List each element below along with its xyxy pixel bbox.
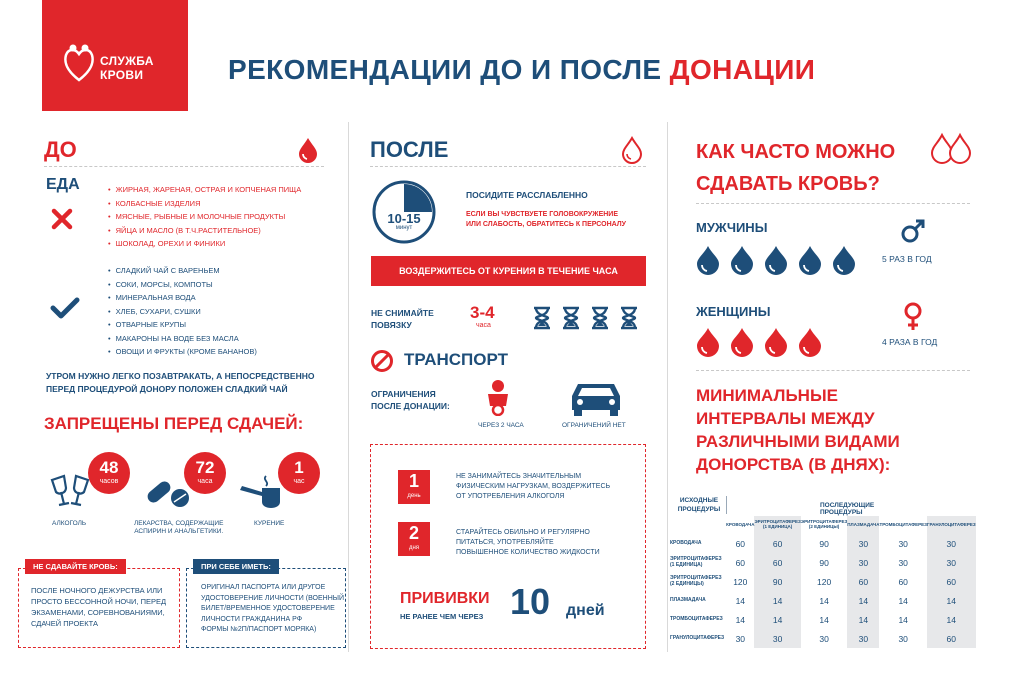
- smoking-badge: [278, 452, 320, 494]
- table-cell: 14: [927, 610, 976, 629]
- heart-drop-logo-icon: [62, 42, 96, 82]
- bandage-hours: 3-4: [470, 303, 495, 322]
- column-divider: [667, 122, 668, 652]
- table-cell: 14: [754, 610, 800, 629]
- table-divider: [726, 496, 727, 514]
- table-cell: 60: [735, 557, 746, 568]
- text-line: ФОРМЫ №2П/ПАСПОРТ МОРЯКА): [201, 626, 317, 633]
- badge-number: 48: [99, 458, 119, 477]
- table-cell: 30: [819, 633, 829, 644]
- transport-heading: ТРАНСПОРТ: [404, 350, 509, 369]
- blood-drop-outline-icon: [618, 136, 646, 164]
- bandage-line: НЕ СНИМАЙТЕ: [371, 308, 434, 318]
- table-header-cell: ГРАНУЛОЦИТАФЕРЕЗ: [927, 516, 976, 534]
- before-heading: ДО: [44, 137, 77, 162]
- label-line: АСПИРИН И АНАЛЬГЕТИКИ.: [134, 528, 224, 536]
- bandage-unit: часа: [476, 322, 491, 329]
- table-cell: 30: [927, 553, 976, 572]
- table-header-corner: [670, 516, 726, 534]
- men-text: 5 РАЗ В ГОД: [882, 254, 932, 264]
- column-divider: [348, 122, 349, 652]
- intervals-table: [670, 516, 976, 648]
- alcohol-badge: [88, 452, 130, 494]
- heading-line: ДОНОРСТВА (В ДНЯХ):: [696, 455, 891, 474]
- table-corner: [674, 496, 724, 514]
- bring-box: [186, 562, 346, 648]
- table-row: [670, 553, 976, 572]
- cross-icon: [50, 208, 74, 230]
- title-part2: ДОНАЦИИ: [669, 54, 816, 85]
- blood-drop-icon: [697, 246, 719, 275]
- list-item: • ЯЙЦА И МАСЛО (В Т.Ч.РАСТИТЕЛЬНОЕ): [108, 224, 301, 238]
- table-cell: 60: [898, 576, 908, 587]
- table-row: [670, 629, 976, 648]
- men-drops: [694, 244, 864, 276]
- moto-caption: ЧЕРЕЗ 2 ЧАСА: [478, 422, 524, 429]
- list-item: • ОТВАРНЫЕ КРУПЫ: [108, 318, 257, 332]
- timer-value: 10-15: [387, 211, 421, 226]
- medicine-label: [134, 520, 223, 536]
- hourglass-icon: [532, 306, 552, 330]
- women-text: 4 РАЗА В ГОД: [882, 337, 938, 347]
- text-line: СДАЧЕЙ ПРОЕКТА: [31, 619, 98, 628]
- vaccine-unit: дней: [566, 602, 605, 619]
- morning-note: [46, 370, 314, 396]
- divider: [696, 203, 970, 204]
- blood-drop-icon: [294, 136, 322, 164]
- blood-drop-icon: [833, 246, 855, 275]
- allowed-foods-list: [108, 264, 257, 359]
- transport-label-line: ПОСЛЕ ДОНАЦИИ:: [371, 401, 450, 411]
- list-item: • ШОКОЛАД, ОРЕХИ И ФИНИКИ: [108, 237, 301, 251]
- list-item: • МАКАРОНЫ НА ВОДЕ БЕЗ МАСЛА: [108, 332, 257, 346]
- transport-label-line: ОГРАНИЧЕНИЯ: [371, 389, 436, 399]
- row-label: ГРАНУЛОЦИТАФЕРЕЗ: [670, 634, 725, 641]
- hourglass-icon: [590, 306, 610, 330]
- day-number: 2: [408, 523, 419, 543]
- table-row: [670, 591, 976, 610]
- men-label: МУЖЧИНЫ: [696, 220, 768, 235]
- dont-donate-text: [31, 585, 166, 629]
- table-cell: 14: [847, 591, 879, 610]
- transport-label: [371, 388, 450, 412]
- after-heading: ПОСЛЕ: [370, 137, 449, 162]
- table-cell: 120: [733, 576, 748, 587]
- blood-drop-icon: [765, 328, 787, 357]
- day-unit: дня: [408, 545, 420, 551]
- text-line: СТАРАЙТЕСЬ ОБИЛЬНО И РЕГУЛЯРНО: [456, 529, 590, 536]
- car-icon: [566, 378, 626, 418]
- women-drops: [694, 326, 864, 358]
- table-cell: 60: [927, 572, 976, 591]
- divider: [370, 166, 646, 167]
- table-cell: 14: [819, 614, 829, 625]
- male-symbol-icon: [900, 218, 926, 244]
- table-header-cell: ЭРИТРОЦИТАФЕРЕЗ (2 ЕДИНИЦЫ): [800, 519, 848, 529]
- dont-donate-title: НЕ СДАВАЙТЕ КРОВЬ:: [25, 559, 126, 574]
- day-unit: день: [407, 493, 421, 499]
- logo-line2: КРОВИ: [100, 68, 144, 82]
- row-label: КРОВОДАЧА: [670, 539, 702, 546]
- list-item: • СЛАДКИЙ ЧАЙ С ВАРЕНЬЕМ: [108, 264, 257, 278]
- checkmark-icon: [50, 296, 80, 320]
- vaccine-number: 10: [510, 581, 551, 622]
- food-heading: ЕДА: [46, 176, 80, 193]
- car-caption: ОГРАНИЧЕНИЙ НЕТ: [562, 422, 626, 429]
- table-row: [670, 572, 976, 591]
- corner-line: ИСХОДНЫЕ: [679, 497, 719, 504]
- list-item: • СОКИ, МОРСЫ, КОМПОТЫ: [108, 278, 257, 292]
- smoking-banner: ВОЗДЕРЖИТЕСЬ ОТ КУРЕНИЯ В ТЕЧЕНИЕ ЧАСА: [371, 256, 646, 286]
- label-line: ЛЕКАРСТВА, СОДЕРЖАЩИЕ: [134, 520, 224, 527]
- table-header-cell: ПЛАЗМАДАЧА: [847, 516, 879, 534]
- dizzy-line: ЕСЛИ ВЫ ЧУВСТВУЕТЕ ГОЛОВОКРУЖЕНИЕ: [466, 211, 618, 218]
- blood-drop-icon: [731, 328, 753, 357]
- hourglass-icon: [619, 306, 639, 330]
- day1-badge: [398, 470, 430, 504]
- morning-note-line: ПЕРЕД ПРОЦЕДУРОЙ ДОНОРУ ПОЛОЖЕН СЛАДКИЙ ЧАЙ: [46, 384, 288, 394]
- bring-title: ПРИ СЕБЕ ИМЕТЬ:: [193, 559, 279, 574]
- table-cell: 60: [754, 553, 800, 572]
- list-item: • ЖИРНАЯ, ЖАРЕНАЯ, ОСТРАЯ И КОПЧЕНАЯ ПИЩА: [108, 183, 301, 197]
- table-cell: 60: [847, 572, 879, 591]
- intervals-heading: [696, 384, 900, 476]
- bandage-text: [371, 307, 434, 331]
- table-cell: 120: [816, 576, 832, 587]
- table-row: [670, 610, 976, 629]
- table-cell: 30: [927, 534, 976, 553]
- blood-drop-icon: [765, 246, 787, 275]
- list-item: • МЯСНЫЕ, РЫБНЫЕ И МОЛОЧНЫЕ ПРОДУКТЫ: [108, 210, 301, 224]
- table-cell: 14: [927, 591, 976, 610]
- smoking-label: КУРЕНИЕ: [254, 520, 285, 527]
- day2-text: [456, 528, 600, 558]
- table-cell: 14: [898, 595, 908, 606]
- table-subsequent: ПОСЛЕДУЮЩИЕ ПРОЦЕДУРЫ: [820, 502, 875, 516]
- divider: [696, 370, 970, 371]
- page-title: [228, 54, 815, 86]
- table-cell: 30: [735, 633, 746, 644]
- dont-donate-box: [18, 562, 180, 648]
- table-cell: 30: [898, 557, 908, 568]
- wine-glasses-icon: [46, 470, 94, 510]
- table-cell: 14: [735, 595, 746, 606]
- dizzy-text: [466, 210, 626, 230]
- vaccine-sub: НЕ РАНЕЕ ЧЕМ ЧЕРЕЗ: [400, 612, 484, 621]
- table-cell: 30: [754, 629, 800, 648]
- day2-badge: [398, 522, 430, 556]
- table-cell: 14: [754, 591, 800, 610]
- badge-unit: часов: [99, 478, 119, 485]
- text-line: УДОСТОВЕРЕНИЕ ЛИЧНОСТИ (ВОЕННЫЙ: [201, 594, 345, 602]
- text-line: ЭКЗАМЕНАМИ, СОРЕВНОВАНИЯМИ,: [31, 608, 165, 617]
- blood-drop-icon: [799, 246, 821, 275]
- badge-unit: часа: [197, 478, 213, 485]
- table-cell: 30: [898, 538, 908, 549]
- text-line: ПИТАТЬСЯ, УПОТРЕБЛЯЙТЕ: [456, 539, 554, 546]
- heading-line: ИНТЕРВАЛЫ МЕЖДУ: [696, 409, 875, 428]
- corner-line: ПРОЦЕДУРЫ: [677, 506, 721, 513]
- table-cell: 90: [819, 557, 829, 568]
- table-cell: 60: [927, 629, 976, 648]
- text-line: ОТ УПОТРЕБЛЕНИЯ АЛКОГОЛЯ: [456, 493, 565, 500]
- dizzy-line: ИЛИ СЛАБОСТЬ, ОБРАТИТЕСЬ К ПЕРСОНАЛУ: [466, 221, 627, 228]
- text-line: НЕ ЗАНИМАЙТЕСЬ ЗНАЧИТЕЛЬНЫМ: [456, 473, 582, 480]
- text-line: БИЛЕТ/ВРЕМЕННОЕ УДОСТОВЕРЕНИЕ: [201, 605, 335, 612]
- list-item: • ОВОЩИ И ФРУКТЫ (КРОМЕ БАНАНОВ): [108, 345, 257, 359]
- heading-line: СДАВАТЬ КРОВЬ?: [696, 173, 880, 195]
- row-label: ПЛАЗМАДАЧА: [670, 596, 706, 603]
- prohibited-icon: [370, 349, 394, 373]
- table-cell: 30: [898, 633, 908, 644]
- text-line: ОРИГИНАЛ ПАСПОРТА ИЛИ ДРУГОЕ: [201, 584, 326, 591]
- day1-text: [456, 472, 610, 502]
- row-label: ЭРИТРОЦИТАФЕРЕЗ (2 ЕДИНИЦЫ): [670, 575, 722, 587]
- badge-unit: час: [293, 478, 305, 485]
- table-cell: 14: [735, 614, 746, 625]
- bandage-line: ПОВЯЗКУ: [371, 320, 412, 330]
- logo: [42, 0, 188, 111]
- blood-drop-icon: [731, 246, 753, 275]
- table-cell: 14: [898, 614, 908, 625]
- table-cell: 30: [847, 534, 879, 553]
- badge-number: 72: [195, 458, 215, 477]
- table-header-cell: ЭРИТРОЦИТАФЕРЕЗ (1 ЕДИНИЦА): [754, 516, 800, 534]
- hourglass-row: [532, 306, 639, 330]
- list-item: • МИНЕРАЛЬНАЯ ВОДА: [108, 291, 257, 305]
- prohibited-heading: ЗАПРЕЩЕНЫ ПЕРЕД СДАЧЕЙ:: [44, 414, 304, 433]
- text-line: ПОСЛЕ НОЧНОГО ДЕЖУРСТВА ИЛИ: [31, 586, 163, 595]
- morning-note-line: УТРОМ НУЖНО ЛЕГКО ПОЗАВТРАКАТЬ, А НЕПОСРЕДСТВЕННО: [46, 371, 315, 381]
- two-drops-icon: [928, 132, 974, 166]
- text-line: ПРОСТО БЕССОННОЙ НОЧИ, ПЕРЕД: [31, 597, 167, 606]
- rest-text: ПОСИДИТЕ РАССЛАБЛЕННО: [466, 190, 588, 200]
- alcohol-label: АЛКОГОЛЬ: [52, 520, 87, 527]
- blood-drop-icon: [799, 328, 821, 357]
- hourglass-icon: [561, 306, 581, 330]
- table-cell: 30: [847, 553, 879, 572]
- table-body: [670, 534, 976, 648]
- heading-line: КАК ЧАСТО МОЖНО: [696, 141, 896, 163]
- table-header-cell: КРОВОДАЧА: [726, 521, 755, 527]
- table-cell: 90: [754, 572, 800, 591]
- row-label: ЭРИТРОЦИТАФЕРЕЗ (1 ЕДИНИЦА): [670, 556, 722, 568]
- women-label: ЖЕНЩИНЫ: [696, 304, 771, 319]
- table-cell: 60: [754, 534, 800, 553]
- row-label: ТРОМБОЦИТАФЕРЕЗ: [670, 615, 723, 622]
- female-symbol-icon: [902, 302, 924, 332]
- divider: [44, 166, 324, 167]
- text-line: ПОВЫШЕННОЕ КОЛИЧЕСТВО ЖИДКОСТИ: [456, 549, 600, 556]
- bring-text: [201, 583, 344, 636]
- motorcycle-icon: [478, 378, 518, 416]
- blood-drop-icon: [697, 328, 719, 357]
- logo-line1: СЛУЖБА: [100, 54, 154, 68]
- vaccine-title: ПРИВИВКИ: [400, 590, 490, 607]
- text-line: ФИЗИЧЕСКИМ НАГРУЗКАМ, ВОЗДЕРЖИТЕСЬ: [456, 483, 611, 490]
- badge-number: 1: [294, 458, 304, 477]
- table-cell: 90: [819, 538, 829, 549]
- table-cell: 60: [735, 538, 746, 549]
- heading-line: РАЗЛИЧНЫМИ ВИДАМИ: [696, 432, 900, 451]
- title-part1: РЕКОМЕНДАЦИИ ДО И ПОСЛЕ: [228, 54, 662, 85]
- table-header-cell: ТРОМБОЦИТАФЕРЕЗ: [879, 521, 927, 527]
- table-cell: 30: [847, 629, 879, 648]
- timer-unit: минут: [395, 225, 413, 231]
- day-number: 1: [408, 471, 419, 491]
- table-header-row: [670, 516, 976, 534]
- text-line: ЛИЧНОСТИ ГРАЖДАНИНА РФ: [201, 615, 303, 623]
- heading-line: МИНИМАЛЬНЫЕ: [696, 386, 838, 405]
- table-row: [670, 534, 976, 553]
- medicine-badge: [184, 452, 226, 494]
- table-cell: 14: [819, 595, 829, 606]
- forbidden-foods-list: [108, 183, 301, 251]
- list-item: • КОЛБАСНЫЕ ИЗДЕЛИЯ: [108, 197, 301, 211]
- list-item: • ХЛЕБ, СУХАРИ, СУШКИ: [108, 305, 257, 319]
- frequency-heading: [696, 136, 895, 200]
- table-cell: 14: [847, 610, 879, 629]
